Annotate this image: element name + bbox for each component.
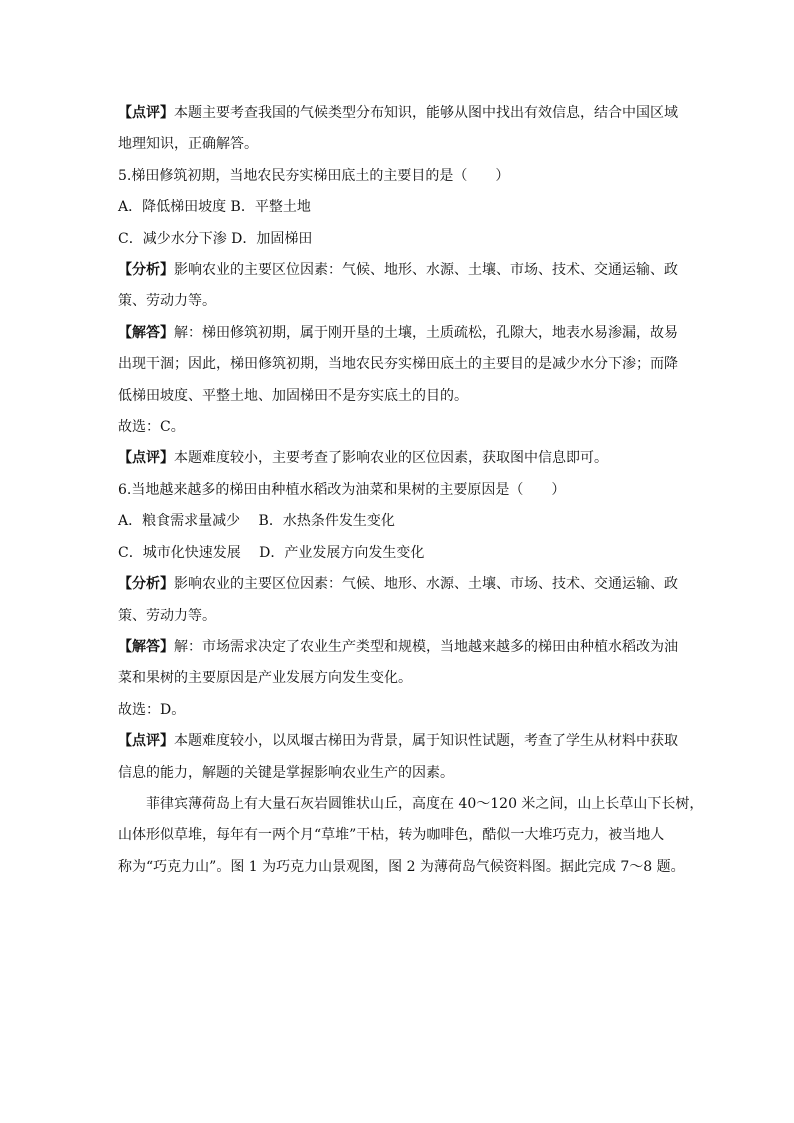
document-page bbox=[118, 98, 704, 883]
line-text: 信息的能力，解题的关键是掌握影响农业生产的因素。 bbox=[118, 764, 454, 781]
line-text: A．粮食需求量减少 B．水热条件发生变化 bbox=[118, 513, 395, 530]
section-tag: 【解答】 bbox=[118, 638, 174, 655]
line-text: 解：市场需求决定了农业生产类型和规模，当地越来越多的梯田由种植水稻改为油 bbox=[174, 638, 678, 655]
text-line bbox=[118, 129, 684, 160]
text-line bbox=[118, 412, 684, 443]
text-line bbox=[118, 695, 684, 726]
section-tag: 【分析】 bbox=[118, 262, 174, 279]
section-tag: 【点评】 bbox=[118, 450, 174, 467]
text-line bbox=[118, 286, 684, 317]
section-tag: 【点评】 bbox=[118, 733, 174, 750]
text-line bbox=[118, 349, 684, 380]
line-text: 解：梯田修筑初期，属于刚开垦的土壤，土质疏松，孔隙大，地表水易渗漏，故易 bbox=[174, 324, 678, 341]
line-text: 称为“巧克力山”。图 1 为巧克力山景观图，图 2 为薄荷岛气候资料图。据此完成 7～8 题。 bbox=[118, 858, 685, 875]
line-text: 影响农业的主要区位因素：气候、地形、水源、土壤、市场、技术、交通运输、政 bbox=[174, 262, 678, 279]
line-text: 影响农业的主要区位因素：气候、地形、水源、土壤、市场、技术、交通运输、政 bbox=[174, 576, 678, 593]
text-line bbox=[118, 758, 684, 789]
text-line bbox=[118, 632, 684, 663]
text-line bbox=[118, 506, 684, 537]
line-text: 故选：D。 bbox=[118, 701, 186, 718]
line-text: 5.梯田修筑初期，当地农民夯实梯田底土的主要目的是（ ） bbox=[118, 167, 510, 184]
section-tag: 【解答】 bbox=[118, 324, 174, 341]
text-line bbox=[118, 318, 684, 349]
text-line bbox=[118, 381, 684, 412]
text-line bbox=[118, 852, 684, 883]
line-text: 低梯田坡度、平整土地、加固梯田不是夯实底土的目的。 bbox=[118, 387, 468, 404]
line-text: C．减少水分下渗 D．加固梯田 bbox=[118, 230, 313, 247]
text-line bbox=[118, 443, 684, 474]
line-text: 本题难度较小，以凤堰古梯田为背景，属于知识性试题，考查了学生从材料中获取 bbox=[174, 733, 678, 750]
line-text: 出现干涸；因此，梯田修筑初期，当地农民夯实梯田底土的主要目的是减少水分下渗；而降 bbox=[118, 356, 678, 373]
section-tag: 【点评】 bbox=[118, 105, 174, 121]
line-text: 策、劳动力等。 bbox=[118, 293, 216, 310]
section-tag: 【分析】 bbox=[118, 576, 174, 593]
line-text: 本题难度较小，主要考查了影响农业的区位因素，获取图中信息即可。 bbox=[174, 450, 608, 467]
text-line bbox=[118, 255, 684, 286]
line-text: C．城市化快速发展 D．产业发展方向发生变化 bbox=[118, 544, 425, 561]
line-text: 6.当地越来越多的梯田由种植水稻改为油菜和果树的主要原因是（ ） bbox=[118, 481, 566, 498]
text-line bbox=[118, 98, 684, 129]
text-line bbox=[118, 601, 684, 632]
line-text: 本题主要考查我国的气候类型分布知识，能够从图中找出有效信息，结合中国区域 bbox=[174, 105, 678, 121]
line-text: A．降低梯田坡度 B．平整土地 bbox=[118, 199, 311, 216]
line-text: 故选：C。 bbox=[118, 419, 185, 436]
text-line bbox=[118, 224, 684, 255]
text-line bbox=[118, 538, 684, 569]
text-line bbox=[118, 475, 684, 506]
text-line bbox=[118, 789, 704, 820]
line-text: 山体形似草堆，每年有一两个月“草堆”干枯，转为咖啡色，酷似一大堆巧克力，被当地人 bbox=[118, 827, 665, 844]
line-text: 菜和果树的主要原因是产业发展方向发生变化。 bbox=[118, 670, 412, 687]
line-text: 地理知识，正确解答。 bbox=[118, 136, 258, 153]
text-line bbox=[118, 569, 684, 600]
line-text: 策、劳动力等。 bbox=[118, 607, 216, 624]
line-text: 菲律宾薄荷岛上有大量石灰岩圆锥状山丘，高度在 40～120 米之间，山上长草山下长树， bbox=[146, 795, 704, 812]
text-line bbox=[118, 192, 684, 223]
text-line bbox=[118, 820, 684, 851]
text-line bbox=[118, 663, 684, 694]
text-line bbox=[118, 161, 684, 192]
text-line bbox=[118, 726, 684, 757]
